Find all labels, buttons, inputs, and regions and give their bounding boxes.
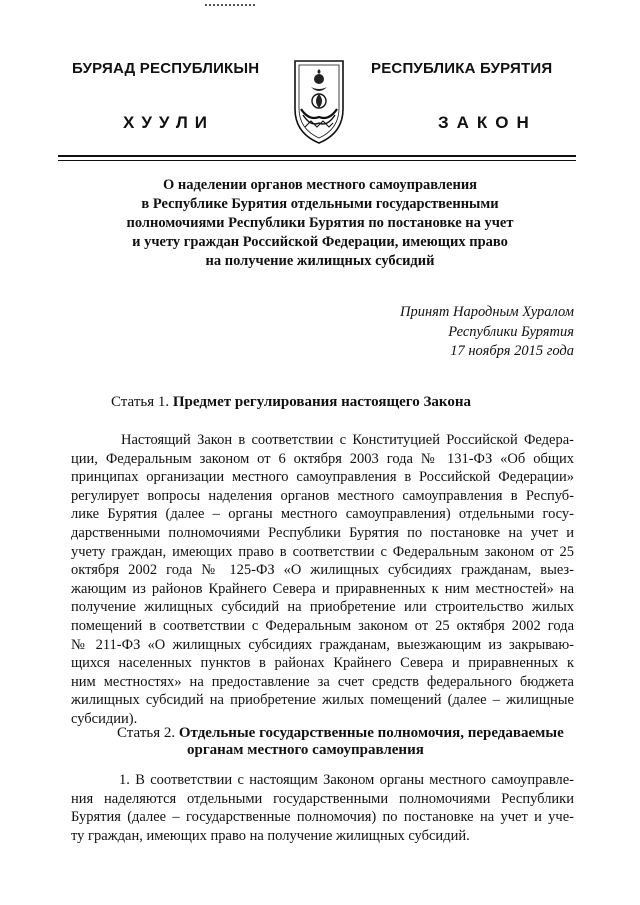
body-line: октября 2002 года № 125-ФЗ «О жилищных субсидиях гражданам, выез- (71, 562, 574, 579)
body-line: 1. В соответствии с настоящим Законом органы местного самоуправле- (119, 772, 574, 788)
article-1-number: Статья 1. (111, 394, 170, 410)
body-line: Бурятия (далее – государственные полномочия) по постановке на учет и уче- (71, 809, 574, 826)
body-line: жилищных субсидий на приобретение жилых помещений (далее – жилищные (71, 692, 574, 709)
body-line: ним местностях» на предоставление за счет средств федерального бюджета (71, 673, 574, 690)
adoption-note (400, 303, 574, 362)
body-line: получение жилищных субсидий на приобретение или строительство жилых (71, 599, 574, 616)
article-2-heading (117, 724, 564, 743)
title-line: и учету граждан Российской Федерации, имеющих право (132, 234, 508, 250)
body-line: ния наделяются отдельными государственными полномочиями Республики (71, 790, 574, 807)
header-right-bottom: ЗАКОН (438, 113, 537, 132)
body-line: Настоящий Закон в соответствии с Конституцией Российской Федера- (121, 432, 574, 448)
article-2-name-continued: органам местного самоуправления (187, 742, 424, 758)
article-2-body (71, 771, 574, 845)
article-2-number: Статья 2. (117, 725, 176, 741)
body-line: помещений в соответствии с Федеральным законом от 25 октября 2002 года (71, 617, 574, 634)
body-line: принципах организации местного самоуправления в Российской Федерации» (71, 469, 574, 486)
title-line: О наделении органов местного самоуправления (162, 177, 478, 193)
body-line: жающим из районов Крайнего Севера и приравненных к ним местностей» на (71, 580, 574, 597)
adoption-line: Принят Народным Хуралом (399, 304, 574, 320)
title-line: на получение жилищных субсидий (205, 253, 435, 269)
body-line: щихся населенных пунктов в районах Крайнего Севера и приравненных к (71, 655, 574, 672)
body-line: дарственными полномочиями Республики Бурятия по постановке на учет и (71, 524, 574, 541)
header-rule-thick (58, 155, 576, 157)
header-right-top: РЕСПУБЛИКА БУРЯТИЯ (371, 60, 553, 77)
law-title (80, 176, 560, 271)
title-line: в Республике Бурятия отдельными государственными (141, 196, 499, 212)
body-line: субсидии). (71, 710, 138, 727)
body-line: № 211-ФЗ «О жилищных субсидиях гражданам, выезжающим из закрываю- (71, 636, 574, 653)
body-line: лике Бурятия (далее – органы местного самоуправления) отдельными госу- (71, 506, 574, 523)
adoption-line: Республики Бурятия (448, 323, 574, 340)
coat-of-arms-icon (289, 57, 349, 147)
header-left-bottom: ХУУЛИ (123, 113, 214, 132)
adoption-line: 17 ноября 2015 года (450, 343, 574, 359)
body-line: ции, Федеральным законом от 6 октября 2003 года № 131-ФЗ «Об общих (71, 450, 574, 467)
header-rule-thin (58, 160, 576, 161)
header-left-top: БУРЯАД РЕСПУБЛИКЫН (72, 60, 260, 77)
scan-artifact (205, 4, 255, 8)
article-1-name: Предмет регулирования настоящего Закона (172, 394, 471, 410)
body-line: ту граждан, имеющих право на получение жилищных субсидий. (71, 827, 470, 844)
title-line: полномочиями Республики Бурятия по постановке на учет (126, 215, 514, 231)
article-2-name: Отдельные государственные полномочия, передаваемые (178, 725, 564, 741)
article-1-heading (111, 393, 471, 412)
body-line: регулирует вопросы наделения органов местного самоуправления в Респуб- (71, 487, 574, 504)
body-line: учету граждан, имеющих право в соответствии с Федеральным законом от 25 (71, 543, 574, 560)
article-1-body (71, 431, 574, 729)
